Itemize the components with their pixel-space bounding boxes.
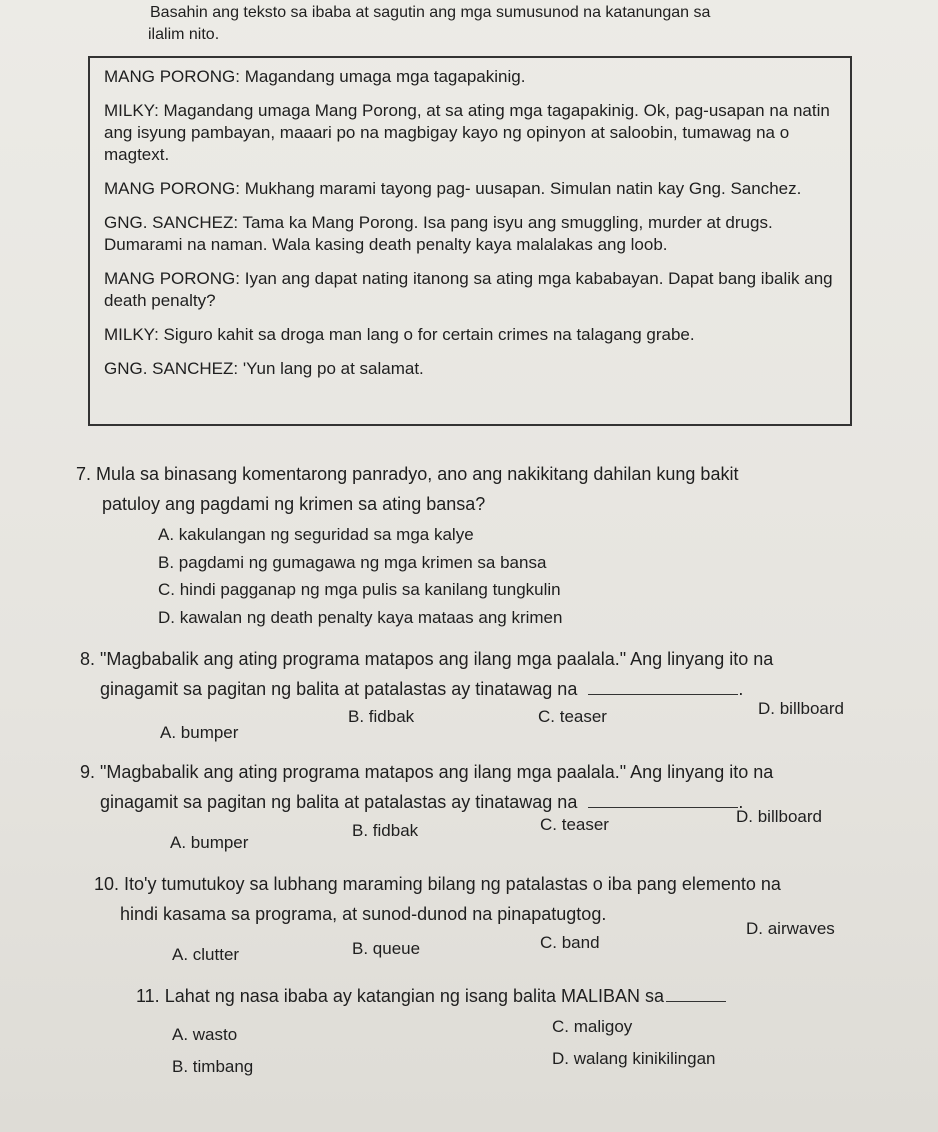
question-9-option-a[interactable]: A. bumper bbox=[170, 833, 249, 852]
instructions-line-2: ilalim nito. bbox=[148, 26, 220, 43]
question-11-option-d[interactable]: D. walang kinikilingan bbox=[552, 1049, 716, 1068]
question-7-option-a[interactable]: A. kakulangan ng seguridad sa mga kalye bbox=[158, 525, 474, 544]
question-9-line-1: 9. "Magbabalik ang ating programa matapos ang ilang mga paalala." Ang linyang ito na bbox=[80, 762, 774, 782]
question-8-end: . bbox=[738, 679, 744, 699]
question-11-answer-blank[interactable] bbox=[666, 985, 726, 1002]
question-8-option-a[interactable]: A. bumper bbox=[160, 723, 239, 742]
question-11-line-1: 11. Lahat ng nasa ibaba ay katangian ng isang balita MALIBAN sa bbox=[136, 986, 665, 1006]
dialogue-line: MANG PORONG: Iyan ang dapat nating itanong sa ating mga kababayan. Dapat bang ibalik ang death penalty? bbox=[104, 269, 833, 310]
radio-commentary-dialogue bbox=[88, 56, 852, 426]
dialogue-line: GNG. SANCHEZ: 'Yun lang po at salamat. bbox=[104, 359, 424, 378]
question-10-option-d[interactable]: D. airwaves bbox=[746, 919, 835, 938]
question-11-option-b[interactable]: B. timbang bbox=[172, 1057, 254, 1076]
question-11-option-c[interactable]: C. maligoy bbox=[552, 1017, 633, 1036]
question-11-option-a[interactable]: A. wasto bbox=[172, 1025, 238, 1044]
question-9-answer-blank[interactable] bbox=[588, 791, 738, 808]
question-8-option-d[interactable]: D. billboard bbox=[758, 699, 844, 718]
question-10-line-2: hindi kasama sa programa, at sunod-dunod na pinapatugtog. bbox=[120, 904, 607, 924]
question-9-line-2: ginagamit sa pagitan ng balita at patalastas ay tinatawag na bbox=[100, 792, 578, 812]
question-10-option-b[interactable]: B. queue bbox=[352, 939, 421, 958]
question-8-option-c[interactable]: C. teaser bbox=[538, 707, 607, 726]
question-10-line-1: 10. Ito'y tumutukoy sa lubhang maraming bilang ng patalastas o iba pang elemento na bbox=[94, 874, 781, 894]
dialogue-line: GNG. SANCHEZ: Tama ka Mang Porong. Isa pang isyu ang smuggling, murder at drugs. Dumarami na naman. Wala kasing death penalty kaya malalakas ang loob. bbox=[104, 213, 773, 254]
question-11-text bbox=[136, 984, 896, 1008]
question-7-option-b[interactable]: B. pagdami ng gumagawa ng mga krimen sa bansa bbox=[158, 553, 547, 572]
question-9-option-d[interactable]: D. billboard bbox=[736, 807, 822, 826]
dialogue-line: MILKY: Magandang umaga Mang Porong, at sa ating mga tagapakinig. Ok, pag-usapan na natin ang isyung pambayan, maaari po na magbigay kayo ng opinyon at saloobin, tumawag na o magtext. bbox=[104, 101, 830, 164]
question-9-option-c[interactable]: C. teaser bbox=[540, 815, 609, 834]
question-8-line-2: ginagamit sa pagitan ng balita at patalastas ay tinatawag na bbox=[100, 679, 578, 699]
question-8-text bbox=[80, 647, 910, 701]
instructions-line-1: Basahin ang teksto sa ibaba at sagutin ang mga sumusunod na katanungan sa bbox=[150, 4, 711, 21]
question-10-option-a[interactable]: A. clutter bbox=[172, 945, 240, 964]
question-7-line-1: 7. Mula sa binasang komentarong panradyo, ano ang nakikitang dahilan kung bakit bbox=[76, 464, 739, 484]
question-7-option-d[interactable]: D. kawalan ng death penalty kaya mataas ang krimen bbox=[158, 608, 563, 627]
question-9-option-b[interactable]: B. fidbak bbox=[352, 821, 419, 840]
question-8-option-b[interactable]: B. fidbak bbox=[348, 707, 415, 726]
question-9-end: . bbox=[738, 792, 744, 812]
question-7-text bbox=[76, 462, 896, 516]
question-8-answer-blank[interactable] bbox=[588, 678, 738, 695]
dialogue-line: MILKY: Siguro kahit sa droga man lang o for certain crimes na talagang grabe. bbox=[104, 325, 695, 344]
dialogue-line: MANG PORONG: Magandang umaga mga tagapakinig. bbox=[104, 67, 526, 86]
question-7-line-2: patuloy ang pagdami ng krimen sa ating bansa? bbox=[102, 494, 486, 514]
dialogue-line: MANG PORONG: Mukhang marami tayong pag- uusapan. Simulan natin kay Gng. Sanchez. bbox=[104, 179, 802, 198]
question-10-option-c[interactable]: C. band bbox=[540, 933, 600, 952]
instructions bbox=[150, 2, 910, 46]
question-8-line-1: 8. "Magbabalik ang ating programa matapos ang ilang mga paalala." Ang linyang ito na bbox=[80, 649, 774, 669]
question-7-option-c[interactable]: C. hindi pagganap ng mga pulis sa kanilang tungkulin bbox=[158, 580, 561, 599]
